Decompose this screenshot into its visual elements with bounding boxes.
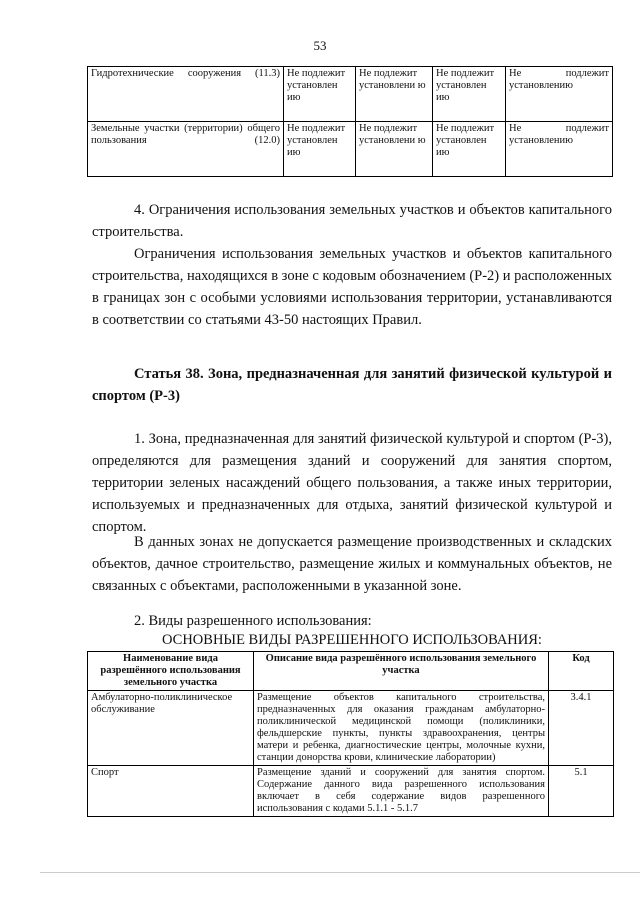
table-cell: Не подлежит установлению: [506, 67, 613, 122]
section-4-text: Ограничения использования земельных участков и объектов капитального строительства, находящихся в зоне с кодовым обозначением (Р-2) и расположенных в границах зон с особыми условиями использования территории, устанавливаются в соответствии со статьями 43-50 настоящих Правил.: [92, 246, 612, 328]
top-table: [87, 66, 613, 177]
table-row: [88, 122, 613, 177]
column-header-name: Наименование вида разрешённого использования земельного участка: [88, 652, 254, 691]
table-cell-description: Размещение объектов капитального строительства, предназначенных для оказания гражданам амбулаторно-поликлинической медицинской помощи (поликлиники, фельдшерские пункты, пункты здравоохранения, центры матери и ребенка, диагностические центры, молочные кухни, станции донорства крови, клинические лаборатории): [254, 691, 549, 766]
table-cell: Не подлежит установлению: [506, 122, 613, 177]
section-4-title: 4. Ограничения использования земельных участков и объектов капитального строительства.: [92, 202, 612, 240]
table-cell: Не подлежит установлен ию: [433, 122, 506, 177]
table-header-row: [88, 652, 614, 691]
table-heading: ОСНОВНЫЕ ВИДЫ РАЗРЕШЕННОГО ИСПОЛЬЗОВАНИЯ:: [162, 632, 542, 648]
column-header-description: Описание вида разрешённого использования земельного участка: [254, 652, 549, 691]
table-cell: Не подлежит установлен ию: [433, 67, 506, 122]
table-cell-name: Амбулаторно-поликлиническое обслуживание: [88, 691, 254, 766]
table-cell-name: Гидротехнические сооружения (11.3): [88, 67, 284, 122]
table-cell: Не подлежит установлени ю: [356, 67, 433, 122]
table-row: [88, 67, 613, 122]
page-number: 53: [313, 38, 327, 53]
page-bottom-divider: [40, 872, 640, 873]
table-row: [88, 691, 614, 766]
table-cell: Не подлежит установлен ию: [284, 67, 356, 122]
table-cell-name: Земельные участки (территории) общего пользования (12.0): [88, 122, 284, 177]
article-paragraph-3: 2. Виды разрешенного использования:: [134, 613, 372, 629]
table-cell-code: 5.1: [549, 766, 614, 817]
article-heading: Статья 38. Зона, предназначенная для занятий физической культурой и спортом (Р-3): [92, 366, 612, 404]
table-row: [88, 766, 614, 817]
article-paragraph-1: 1. Зона, предназначенная для занятий физической культурой и спортом (Р-3), определяются для размещения зданий и сооружений для занятия спортом, территории зеленых насаждений общего пользования, а также иных территории, используемых и предназначенных для отдыха, занятий физической культурой и спортом.: [92, 431, 612, 535]
column-header-code: Код: [549, 652, 614, 691]
table-cell: Не подлежит установлен ию: [284, 122, 356, 177]
table-cell: Не подлежит установлени ю: [356, 122, 433, 177]
permitted-use-table: [87, 651, 614, 817]
table-cell-name: Спорт: [88, 766, 254, 817]
table-cell-description: Размещение зданий и сооружений для занятия спортом. Содержание данного вида разрешенного использования включает в себя содержание видов разрешенного использования с кодами 5.1.1 - 5.1.7: [254, 766, 549, 817]
table-cell-code: 3.4.1: [549, 691, 614, 766]
article-paragraph-2: В данных зонах не допускается размещение производственных и складских объектов, дачное строительство, размещение жилых и коммунальных объектов, не связанных с объектами, расположенными в указанной зоне.: [92, 534, 612, 594]
